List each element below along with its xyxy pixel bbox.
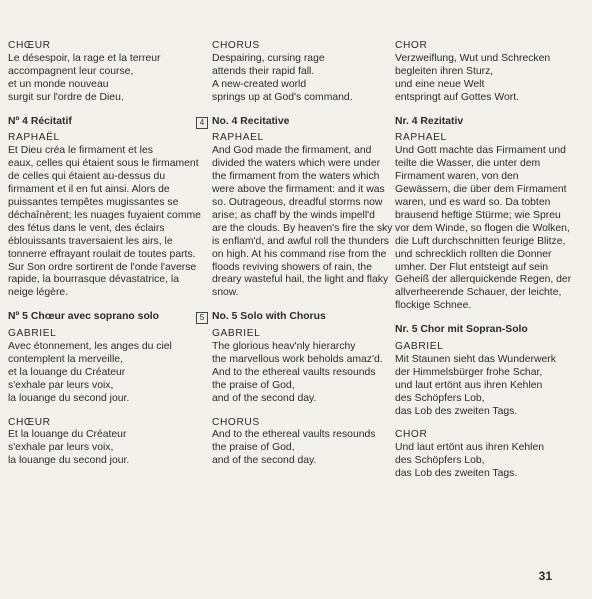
text-line: vor dem Winde, so flogen die Wolken, bbox=[395, 222, 570, 234]
text-line: und laut ertönt aus ihren Kehlen bbox=[395, 379, 543, 391]
text-line: s'exhale par leurs voix, bbox=[8, 379, 114, 391]
page-number: 31 bbox=[538, 569, 552, 583]
heading-text: Nr. 4 Rezitativ bbox=[395, 115, 464, 127]
text-line: neige légère. bbox=[8, 287, 69, 299]
text-line: und schrecklich rollten die Donner bbox=[395, 248, 552, 260]
text-line: the praise of God, bbox=[212, 379, 295, 391]
text-line: allverheerende Schauer, der leichte, bbox=[395, 287, 562, 299]
heading-text: No. 4 Recitative bbox=[212, 115, 290, 127]
text-line: contemplent la merveille, bbox=[8, 353, 123, 365]
text-line: divided the waters which were under bbox=[212, 158, 381, 170]
text-line: Et la louange du Créateur bbox=[8, 429, 127, 441]
text-line: floods reviving showers of rain, the bbox=[212, 261, 372, 273]
text-line: brausend heftige Stürme; wie Spreu bbox=[395, 209, 561, 221]
text-line: flockige Schnee. bbox=[395, 300, 472, 312]
text-line: der Himmelsbürger frohe Schar, bbox=[395, 366, 543, 378]
text-line: das Lob des zweiten Tags. bbox=[395, 405, 518, 417]
text-line: the marvellous work beholds amaz'd. bbox=[212, 353, 383, 365]
text-line: Despairing, cursing rage bbox=[212, 52, 325, 64]
role-name: GABRIEL bbox=[8, 328, 57, 340]
section-heading bbox=[395, 116, 577, 129]
text-section bbox=[395, 429, 577, 481]
text-line: the praise of God, bbox=[212, 442, 295, 454]
track-number-box: 4 bbox=[196, 117, 208, 129]
text-section bbox=[8, 328, 198, 405]
text-line: Gewässern, die über dem Firmament bbox=[395, 184, 567, 196]
text-line: die Luft durchschnitten feurige Blitze, bbox=[395, 235, 566, 247]
text-line: the firmament from the waters which bbox=[212, 171, 380, 183]
text-line: were above the firmament: and it was bbox=[212, 184, 385, 196]
section-heading bbox=[8, 311, 198, 324]
role-name: CHORUS bbox=[212, 416, 260, 428]
text-line: Und Gott machte das Firmament und bbox=[395, 145, 566, 157]
text-line: entspringt auf Gottes Wort. bbox=[395, 91, 519, 103]
text-section bbox=[395, 40, 577, 105]
text-line: eaux, celles qui étaient sous le firmament bbox=[8, 158, 199, 170]
text-line: Avec étonnement, les anges du ciel bbox=[8, 341, 172, 353]
text-line: tonnerre effrayant roulait de toutes parts. bbox=[8, 248, 196, 260]
text-line: teilte die Wasser, die unter dem bbox=[395, 158, 541, 170]
text-section bbox=[8, 132, 201, 300]
text-line: Verzweiflung, Wut und Schrecken bbox=[395, 52, 551, 64]
role-name: CHŒUR bbox=[8, 416, 51, 428]
text-line: Le désespoir, la rage et la terreur bbox=[8, 52, 161, 64]
english-column bbox=[196, 40, 393, 479]
text-line: And to the ethereal vaults resounds bbox=[212, 366, 376, 378]
role-name: GABRIEL bbox=[212, 328, 261, 340]
text-line: la louange du second jour. bbox=[8, 392, 130, 404]
text-line: and of the second day. bbox=[212, 455, 317, 467]
text-line: The glorious heav'nly hierarchy bbox=[212, 341, 356, 353]
text-line: des Schöpfers Lob, bbox=[395, 392, 485, 404]
text-line: dreary wasteful hail, the light and flaky bbox=[212, 274, 389, 286]
text-line: is enflam'd, and awful roll the thunders bbox=[212, 235, 389, 247]
text-line: das Lob des zweiten Tags. bbox=[395, 468, 518, 480]
section-heading bbox=[8, 116, 198, 129]
text-line: éblouissants traversaient les airs, le bbox=[8, 235, 173, 247]
text-line: are the clouds. By heaven's fire the sky bbox=[212, 222, 393, 234]
role-name: RAPHAEL bbox=[212, 132, 264, 144]
role-name: CHŒUR bbox=[8, 40, 51, 51]
text-line: And to the ethereal vaults resounds bbox=[212, 429, 376, 441]
role-name: CHORUS bbox=[212, 40, 260, 51]
section-heading bbox=[196, 116, 378, 129]
text-line: et un monde nouveau bbox=[8, 78, 109, 90]
role-name: RAPHAEL bbox=[395, 132, 447, 144]
text-line: et la louange du Créateur bbox=[8, 366, 126, 378]
text-line: Sur Son ordre sortirent de l'onde l'averse bbox=[8, 261, 197, 273]
text-line: de celles qui étaient au-dessus du bbox=[8, 171, 166, 183]
text-line: attends their rapid fall. bbox=[212, 65, 315, 77]
french-column bbox=[8, 40, 201, 479]
text-line: snow. bbox=[212, 287, 239, 299]
text-line: Et Dieu créa le firmament et les bbox=[8, 145, 153, 157]
text-line: umher. Der Flut entsteigt auf sein bbox=[395, 261, 549, 273]
text-line: Firmament waren, von den bbox=[395, 171, 519, 183]
role-name: CHOR bbox=[395, 40, 428, 51]
text-line: Mit Staunen sieht das Wunderwerk bbox=[395, 353, 556, 365]
text-section bbox=[196, 328, 383, 405]
text-line: accompagnent leur course, bbox=[8, 65, 134, 77]
text-line: la louange du second jour. bbox=[8, 455, 130, 467]
text-line: on high. At his command rise from the bbox=[212, 248, 387, 260]
text-line: And God made the firmament, and bbox=[212, 145, 372, 157]
text-section bbox=[395, 132, 577, 313]
text-line: Geheiß der allerquickende Regen, der bbox=[395, 274, 572, 286]
text-line: Und laut ertönt aus ihren Kehlen bbox=[395, 442, 545, 454]
text-line: firmament et il en fut ainsi. Alors de bbox=[8, 184, 170, 196]
text-section bbox=[196, 40, 378, 105]
text-section bbox=[395, 341, 577, 418]
role-name: RAPHAËL bbox=[8, 132, 60, 144]
text-line: déchaînèrent; les nuages fuyaient comme bbox=[8, 209, 201, 221]
text-line: des fétus dans le vent, des éclairs bbox=[8, 222, 165, 234]
section-heading bbox=[196, 311, 378, 324]
heading-text: No. 5 Solo with Chorus bbox=[212, 311, 326, 323]
text-line: surgit sur l'ordre de Dieu. bbox=[8, 91, 124, 103]
text-section bbox=[196, 417, 378, 469]
text-section bbox=[8, 40, 198, 105]
text-line: so. Outrageous, dreadful storms now bbox=[212, 196, 383, 208]
track-number-box: 5 bbox=[196, 312, 208, 324]
text-line: begleiten ihren Sturz, bbox=[395, 65, 494, 77]
text-line: des Schöpfers Lob, bbox=[395, 455, 485, 467]
heading-text: Nr. 5 Chor mit Sopran-Solo bbox=[395, 324, 528, 336]
text-section bbox=[8, 417, 198, 469]
german-column bbox=[395, 40, 577, 492]
section-heading bbox=[395, 324, 577, 337]
text-line: puissantes tempêtes mugissantes se bbox=[8, 196, 179, 208]
text-line: and of the second day. bbox=[212, 392, 317, 404]
role-name: CHOR bbox=[395, 429, 428, 441]
role-name: GABRIEL bbox=[395, 341, 444, 353]
heading-text: Nº 4 Récitatif bbox=[8, 115, 72, 127]
text-line: A new-created world bbox=[212, 78, 307, 90]
text-line: und eine neue Welt bbox=[395, 78, 485, 90]
text-line: springs up at God's command. bbox=[212, 91, 353, 103]
text-line: arise; as chaff by the winds impell'd bbox=[212, 209, 375, 221]
heading-text: Nº 5 Chœur avec soprano solo bbox=[8, 311, 160, 323]
text-section bbox=[196, 132, 393, 300]
text-line: s'exhale par leurs voix, bbox=[8, 442, 114, 454]
text-line: waren, und es ward so. Da tobten bbox=[395, 196, 551, 208]
text-line: rapide, la bourrasque dévastatrice, la bbox=[8, 274, 179, 286]
